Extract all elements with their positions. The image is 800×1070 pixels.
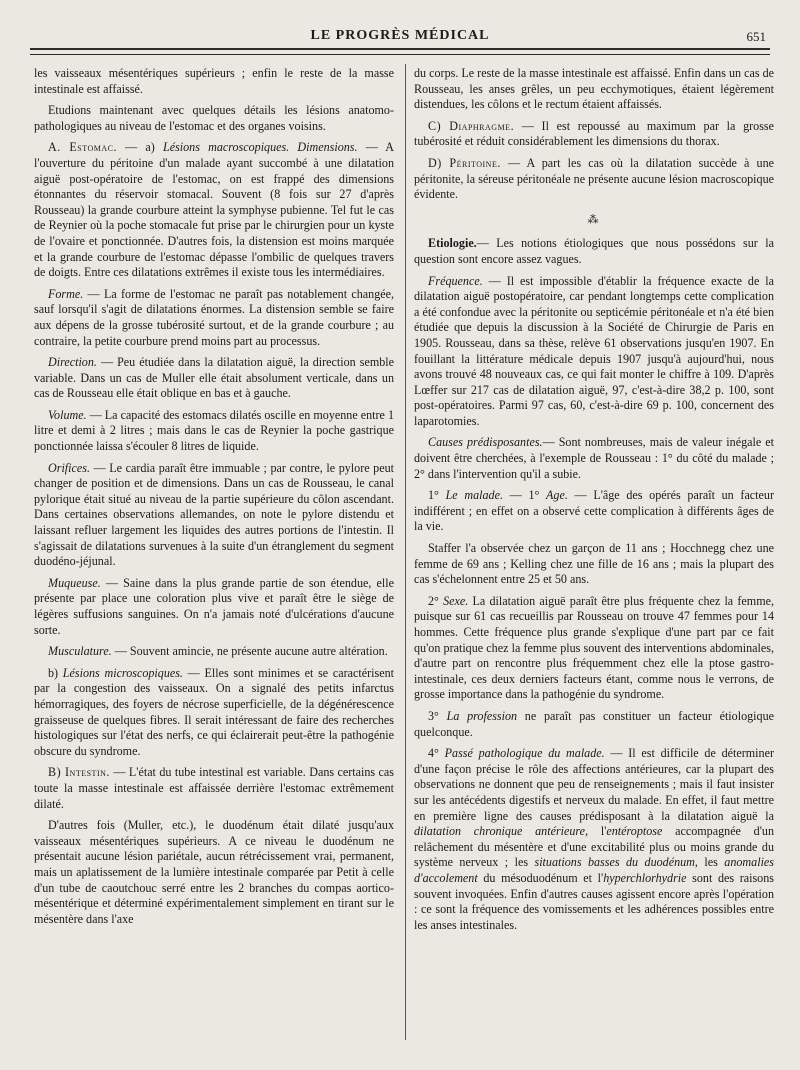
section-peritoine: D) Péritoine. — A part les cas où la dilatation succède à une péritonite, la séreuse péritonéale ne présente aucune lésion macroscopique évidente. [414, 155, 774, 202]
section-diaphragme: C) Diaphragme. — Il est repoussé au maximum par la grosse tubérosité et réduit considérablement les dimensions du thorax. [414, 118, 774, 149]
paragraph: les vaisseaux mésentériques supérieurs ; enfin le reste de la masse intestinale est affaissé. [34, 66, 394, 96]
paragraph-microscopiques: b) Lésions microscopiques. — Elles sont minimes et se caractérisent par la congestion des vaisseaux. On a signalé des petits infarctus hémorragiques, des foyers de nécrose superficielle, de la dégénérescence graisseuse de quelques fibres. Il serait intéressant de faire des recherches histologiques sur l'état des nerfs, ce qui éclairerait peut-être la pathogénie obscure du syndrome. [34, 665, 394, 758]
header-rule-thin [30, 54, 770, 55]
section-etiologie: Etiologie.— Les notions étiologiques que nous possédons sur la question sont encore assez vagues. [414, 236, 774, 266]
journal-title: LE PROGRÈS MÉDICAL [310, 28, 490, 43]
paragraph-profession: 3° La profession ne paraît pas constituer un facteur étiologique quelconque. [414, 708, 774, 739]
header-rule-thick [30, 48, 770, 50]
section-intestin: B) Intestin. — L'état du tube intestinal est variable. Dans certains cas toute la masse intestinale est affaissée derrière l'estomac extrêmement dilaté. [34, 765, 395, 811]
paragraph-sexe: 2° Sexe. La dilatation aiguë paraît être plus fréquente chez la femme, puisque sur 61 cas recueillis par Rousseau on trouve 47 femmes pour 14 hommes. Cette fréquence plus grande s'explique d'une part par ce fait qu'on pratique chez la femme plus souvent des interventions abdominales, d'autre part on rencontre plus fréquemment chez elle la ptose gastro-intestinale, ces deux derniers facteurs étant, comme nous le verrons, de grosse importance dans la pathogénie du syndrome. [414, 593, 774, 702]
section-break-asterism: ⁂ [587, 213, 601, 226]
column-separator [405, 64, 406, 1040]
paragraph-passe: 4° Passé pathologique du malade. — Il est difficile de déterminer d'une façon précise le rôle des affections antérieures, car la plupart des observations ne donnent que peu de renseignements ; mais il faut insister sur les antécédents digestifs et nerveux du malade. En effet, il faut mettre en première ligne des causes prédisposant à la dilatation aiguë la dilatation chronique antérieure, l'entéroptose accompagnée d'un relâchement du mésentère et d'une excitabilité plus ou moins grande du système nerveux ; les situations basses du duodénum, les anomalies d'accolement du mésoduodénum et l'hyperchlorhydrie sont des raisons souvent invoquées. Enfin d'autres causes agissent encore après l'opération : ce sont la fréquence des vomissements et les adhérences possibles entre les anses intestinales. [414, 746, 774, 932]
paragraph-muqueuse: Muqueuse. — Saine dans la plus grande partie de son étendue, elle présente par place une coloration plus vive et paraît être le siège de légères suffusions sanguines. On n'a jamais noté d'ulcérations d'aucune sorte. [34, 575, 394, 637]
paragraph-volume: Volume. — La capacité des estomacs dilatés oscille en moyenne entre 1 litre et demi à 2 litres ; mais dans le cas de Reynier la poche gastrique ponctionnée laissa s'écouler 8 litres de liquide. [34, 407, 394, 454]
paragraph-orifices: Orifices. — Le cardia paraît être immuable ; par contre, le pylore peut changer de position et de dimensions. Dans un cas de Rousseau, le canal pylorique était situé au niveau de la partie supérieure du côlon ascendant. Dans certaines observations allemandes, on note le pylore distendu et laissant refluer largement les liquides des autres portions de l'intestin. Il s'agissait de dilatations survenues à la suite d'un étranglement du segment duodéno-jéjunal. [34, 460, 394, 569]
paragraph: D'autres fois (Muller, etc.), le duodénum était dilaté jusqu'aux vaisseaux mésentériques supérieurs. A ce niveau le duodénum ne présentait aucune lésion pariétale, aucun rétrécissement vrai, permanent, mais un aplatissement de la lumière intestinale comparée par Petit à celle d'un tube de caoutchouc serré entre les 2 branches du compas aortico-mésentérique et déterminé expérimentalement simplement en tirant sur le mésentère dans l'axe [34, 818, 394, 926]
section-estomac: A. Estomac. — a) Lésions macroscopiques. Dimensions. — A l'ouverture du péritoine d'un malade ayant succombé à une dilatation aiguë post-opératoire de l'estomac, on est frappé des dimensions étonnantes du réservoir stomacal. Souvent (8 fois sur 27 d'après Rousseau) la grande courbure atteint la symphyse pubienne. Tel fut le cas de Reynier où la poche stomacale fut prise par le chirurgien pour un kyste de l'ovaire et ponctionnée. D'autres fois, la distension est moins marquée et la grande courbure de l'estomac dépasse l'ombilic de quelques travers de doigts. Entre ces dilatations extrêmes il existe tous les intermédiaires. [34, 140, 395, 280]
right-column [414, 66, 774, 939]
page-header [30, 28, 770, 46]
paragraph-frequence: Fréquence. — Il est impossible d'établir la fréquence exacte de la dilatation aiguë postopératoire, car pendant longtemps cette complication a été confondue avec la péritonite ou septicémie péritonéale et n'a été bien étudiée que depuis la discussion à la Société de Chirurgie de Paris en 1905. Rousseau, dans sa thèse, relève 61 observations jusqu'en 1907. En fouillant la littérature médicale depuis 1907 jusqu'à aujourd'hui, nous avons trouvé 48 nouveaux cas, ce qui fait monter le chiffre à 109. D'après Lœffer sur 217 cas de dilatation aiguë, 97, c'est-à-dire 38,2 p. 100, sont post-opératoires. Parmi 97 cas, 60, c'est-à-dire 69 p. 100, concernent des laparotomies. [414, 273, 774, 428]
paragraph-direction: Direction. — Peu étudiée dans la dilatation aiguë, la direction semble variable. Dans un cas de Muller elle était absolument verticale, dans un cas de Rousseau elle était oblique en bas et à gauche. [34, 355, 394, 401]
left-column [34, 66, 394, 933]
paragraph: du corps. Le reste de la masse intestinale est affaissé. Enfin dans un cas de Rousseau, les anses grêles, un peu ecchymotiques, étaient légèrement distendues, les côlons et le rectum étaient affaissés. [414, 66, 774, 112]
paragraph-malade-age: 1° Le malade. — 1° Age. — L'âge des opérés paraît un facteur indifférent ; en effet on a observé cette complication à différents âges de la vie. [414, 488, 774, 534]
paragraph-forme: Forme. — La forme de l'estomac ne paraît pas notablement changée, sauf lorsqu'il s'agit de dilatations énormes. La distension semble se faire aux dépens de la grosse tubérosité surtout, et de la grande courbure ; au contraire, la petite courbure prend moins part au processus. [34, 286, 394, 348]
paragraph: Staffer l'a observée chez un garçon de 11 ans ; Hocchnegg chez une femme de 69 ans ; Kelling chez une fille de 16 ans ; mais la plupart des cas s'échelonnent entre 25 et 50 ans. [414, 541, 774, 587]
page-number: 651 [746, 29, 766, 44]
paragraph-causes: Causes prédisposantes.— Sont nombreuses, mais de valeur inégale et doivent être cherchées, à l'exemple de Rousseau : 1° du côté du malade ; 2° dans l'intervention qu'il a subie. [414, 435, 774, 481]
paragraph: Etudions maintenant avec quelques détails les lésions anatomo-pathologiques au niveau de l'estomac et des organes voisins. [34, 103, 394, 133]
paragraph-musculature: Musculature. — Souvent amincie, ne présente aucune autre altération. [48, 644, 388, 659]
